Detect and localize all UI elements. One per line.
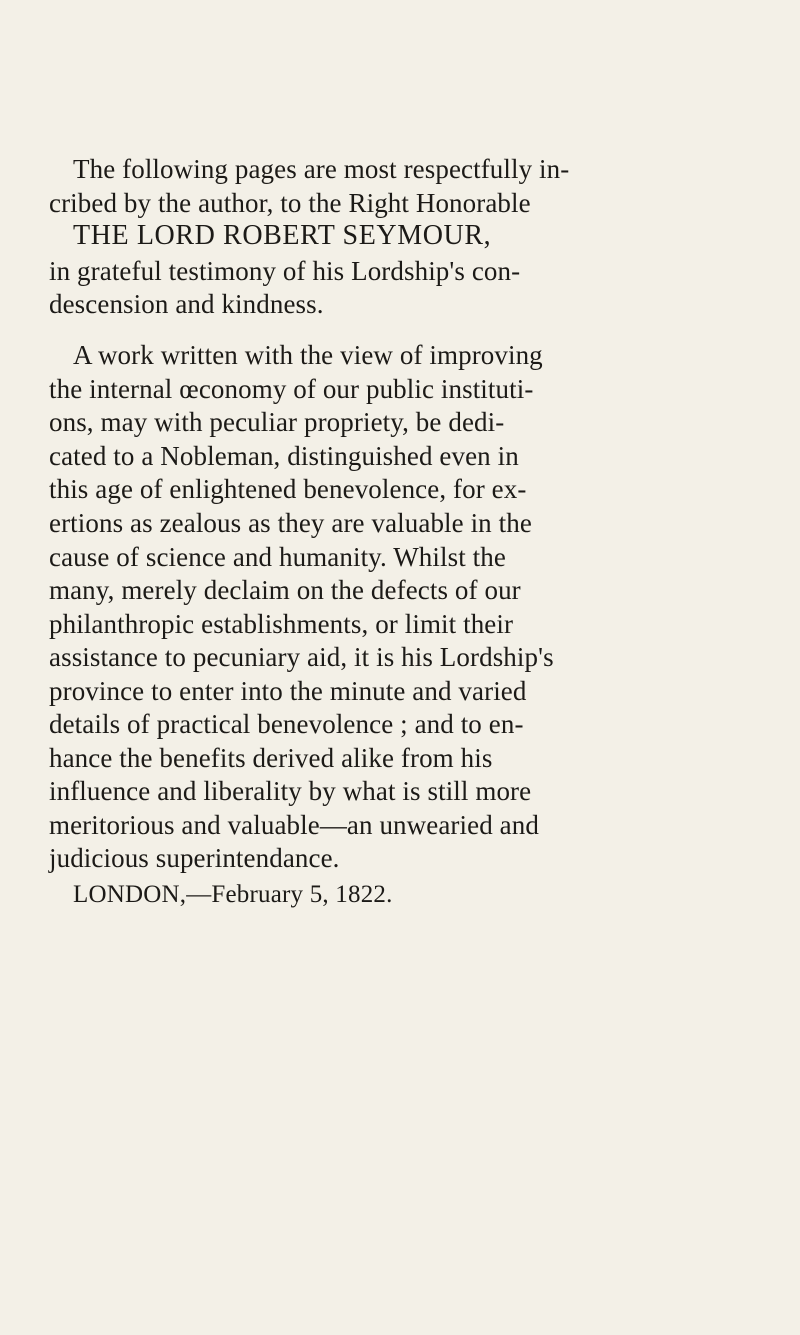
body-line: ons, may with peculiar propriety, be dedi-: [49, 407, 505, 437]
body-line: ertions as zealous as they are valuable in the: [49, 508, 532, 538]
body-line: cated to a Nobleman, distinguished even in: [49, 441, 519, 471]
body-line: province to enter into the minute and varied: [49, 676, 527, 706]
dedication-line: The following pages are most respectfully in-: [73, 154, 570, 184]
body-line: influence and liberality by what is still more: [49, 776, 532, 806]
dedication-line: descension and kindness.: [49, 289, 324, 319]
body-line: A work written with the view of improving: [73, 340, 543, 370]
body-line: details of practical benevolence ; and to en-: [49, 709, 524, 739]
body-line: cause of science and humanity. Whilst the: [49, 542, 506, 572]
body-line: the internal œconomy of our public instituti-: [49, 374, 534, 404]
dateline: LONDON,—February 5, 1822.: [73, 881, 393, 908]
body-line: many, merely declaim on the defects of our: [49, 575, 521, 605]
body-line: meritorious and valuable—an unwearied and: [49, 810, 539, 840]
body-line: judicious superintendance.: [49, 843, 340, 873]
dedication-line: in grateful testimony of his Lordship's con-: [49, 256, 521, 286]
dedication-line: cribed by the author, to the Right Honorable: [49, 188, 531, 218]
body-line: hance the benefits derived alike from his: [49, 743, 493, 773]
dedicatee-name: THE LORD ROBERT SEYMOUR,: [73, 220, 492, 251]
body-line: this age of enlightened benevolence, for ex-: [49, 474, 527, 504]
body-line: assistance to pecuniary aid, it is his Lordship's: [49, 642, 554, 672]
body-line: philanthropic establishments, or limit their: [49, 609, 514, 639]
